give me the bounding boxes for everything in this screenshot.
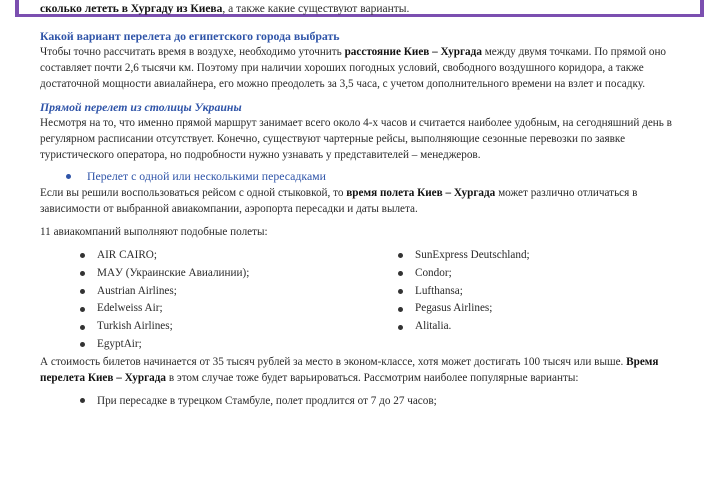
bullet-icon	[80, 325, 85, 330]
list-item	[80, 392, 680, 410]
transfer-heading-text: Перелет с одной или несколькими пересадками	[87, 169, 326, 183]
bullet-icon	[398, 271, 403, 276]
bullet-icon	[80, 253, 85, 258]
bullet-icon	[398, 289, 403, 294]
list-item	[398, 265, 676, 283]
intro-bold: сколько лететь в Хургаду из Киева	[40, 3, 223, 15]
article-body	[40, 28, 680, 410]
list-item	[80, 247, 358, 265]
cost-text-2: в этом случае тоже будет варьироваться. Рассмотрим наиболее популярные варианты:	[166, 371, 579, 384]
airline-name: MAУ (Украинские Авиалинии);	[97, 266, 250, 279]
airlines-column-right	[358, 247, 676, 354]
section-heading-transfer	[66, 168, 680, 184]
bullet-icon	[398, 325, 403, 330]
bullet-icon	[80, 271, 85, 276]
bullet-icon	[80, 342, 85, 347]
paragraph-distance	[40, 44, 680, 92]
distance-text-2: между двумя точками. По прямой оно составляет почти 2,6 тысячи км. Поэтому при наличии хороших погодных условий, свободного воздушного коридора, а также достаточной мощности авиалайнера, его можно преодолеть за 3,5 часа, с учетом дополнительного времени на взлет и посадку.	[40, 46, 667, 90]
list-item	[80, 336, 358, 354]
list-item	[398, 300, 676, 318]
list-item	[80, 300, 358, 318]
cost-text-1: А стоимость билетов начинается от 35 тысяч рублей за место в эконом-классе, хотя может достигать 100 тысяч или выше.	[40, 355, 627, 368]
airline-name: Pegasus Airlines;	[415, 302, 493, 315]
paragraph-cost	[40, 354, 680, 386]
paragraph-direct: Несмотря на то, что именно прямой маршрут занимает всего около 4-х часов и считается наиболее удобным, на сегодняшний день в регулярном расписании отсутствует. Конечно, существуют чартерные рейсы, выполняющие сезонные перевозки по заявке туристического оператора, но подробности нужно узнавать у представителей – менеджеров.	[40, 117, 672, 161]
airline-name: Alitalia.	[415, 320, 452, 333]
transfer-text-2: может различно отличаться в зависимости от выбранной авиакомпании, аэропорта пересадки и даты вылета.	[40, 187, 638, 215]
distance-bold: расстояние Киев – Хургада	[344, 46, 482, 58]
airlines-list	[40, 247, 680, 354]
airline-name: Turkish Airlines;	[97, 320, 173, 333]
variant-text: При пересадке в турецком Стамбуле, полет продлится от 7 до 27 часов;	[97, 394, 437, 407]
cost-bold: Время перелета Киев – Хургада	[40, 355, 659, 384]
bullet-icon	[80, 398, 85, 403]
airline-name: AIR CAIRO;	[97, 249, 157, 261]
transfer-bold: время полета Киев – Хургада	[346, 187, 496, 199]
list-item	[398, 283, 676, 301]
section-heading-choice: Какой вариант перелета до египетского города выбрать	[40, 29, 340, 43]
paragraph-transfer	[40, 185, 680, 217]
intro-line	[40, 2, 690, 16]
section-heading-direct: Прямой перелет из столицы Украины	[40, 100, 242, 114]
bullet-icon	[80, 307, 85, 312]
transfer-text-1: Если вы решили воспользоваться рейсом с одной стыковкой, то	[40, 187, 347, 199]
list-item	[398, 318, 676, 336]
bullet-icon	[398, 253, 403, 258]
airline-name: Lufthansa;	[415, 284, 463, 297]
bullet-icon	[66, 174, 71, 179]
airlines-intro: 11 авиакомпаний выполняют подобные полеты:	[40, 226, 268, 238]
bullet-icon	[398, 307, 403, 312]
airline-name: Austrian Airlines;	[97, 284, 177, 297]
bullet-icon	[80, 289, 85, 294]
airline-name: Condor;	[415, 266, 452, 279]
airline-name: SunExpress Deutschland;	[415, 249, 530, 261]
list-item	[80, 318, 358, 336]
airline-name: Edelweiss Air;	[97, 302, 163, 315]
list-item	[398, 247, 676, 265]
variants-list	[40, 392, 680, 410]
airline-name: EgyptAir;	[97, 337, 142, 350]
intro-rest: , а также какие существуют варианты.	[222, 3, 410, 15]
airlines-column-left	[40, 247, 358, 354]
distance-text-1: Чтобы точно рассчитать время в воздухе, необходимо уточнить	[40, 46, 345, 58]
list-item	[80, 265, 358, 283]
list-item	[80, 283, 358, 301]
